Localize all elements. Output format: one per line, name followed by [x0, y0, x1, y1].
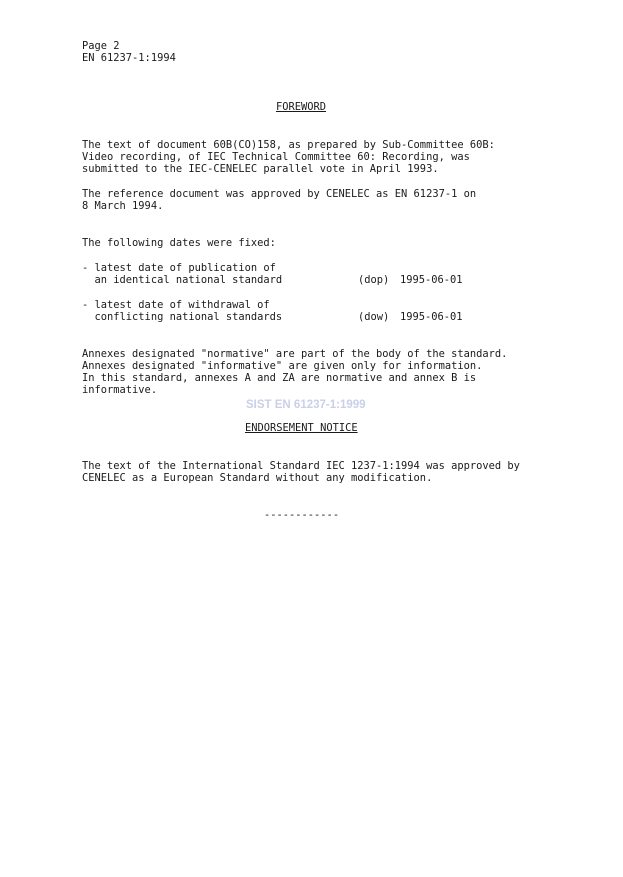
dow-row: [82, 311, 522, 323]
annexes-line2: Annexes designated "informative" are given only for information.: [82, 360, 483, 372]
endorsement-line2: CENELEC as a European Standard without any modification.: [82, 472, 433, 484]
dop-code: (dop): [358, 274, 390, 286]
end-marker: ------------: [264, 509, 340, 521]
dop-date: 1995-06-01: [400, 274, 463, 286]
dates-intro: The following dates were fixed:: [82, 237, 276, 249]
foreword-para2-line2: 8 March 1994.: [82, 200, 164, 212]
dow-code: (dow): [358, 311, 390, 323]
page-number: Page 2: [82, 40, 120, 52]
foreword-para2-line1: The reference document was approved by CENELEC as EN 61237-1 on: [82, 188, 477, 200]
dop-row: [82, 274, 522, 286]
endorsement-line1: The text of the International Standard IEC 1237-1:1994 was approved by: [82, 460, 520, 472]
foreword-title: FOREWORD: [276, 101, 327, 113]
dow-date: 1995-06-01: [400, 311, 463, 323]
watermark: SIST EN 61237-1:1999: [246, 399, 366, 411]
foreword-para1-line3: submitted to the IEC-CENELEC parallel vote in April 1993.: [82, 163, 439, 175]
dop-label-line1: - latest date of publication of: [82, 262, 276, 274]
standard-number: EN 61237-1:1994: [82, 52, 176, 64]
foreword-para1-line1: The text of document 60B(CO)158, as prepared by Sub-Committee 60B:: [82, 139, 495, 151]
foreword-para1-line2: Video recording, of IEC Technical Committee 60: Recording, was: [82, 151, 470, 163]
dow-label-line2: conflicting national standards: [82, 311, 283, 323]
annexes-line4: informative.: [82, 384, 158, 396]
endorsement-title: ENDORSEMENT NOTICE: [245, 422, 358, 434]
annexes-line1: Annexes designated "normative" are part of the body of the standard.: [82, 348, 508, 360]
annexes-line3: In this standard, annexes A and ZA are normative and annex B is: [82, 372, 477, 384]
dop-label-line2: an identical national standard: [82, 274, 283, 286]
dow-label-line1: - latest date of withdrawal of: [82, 299, 270, 311]
